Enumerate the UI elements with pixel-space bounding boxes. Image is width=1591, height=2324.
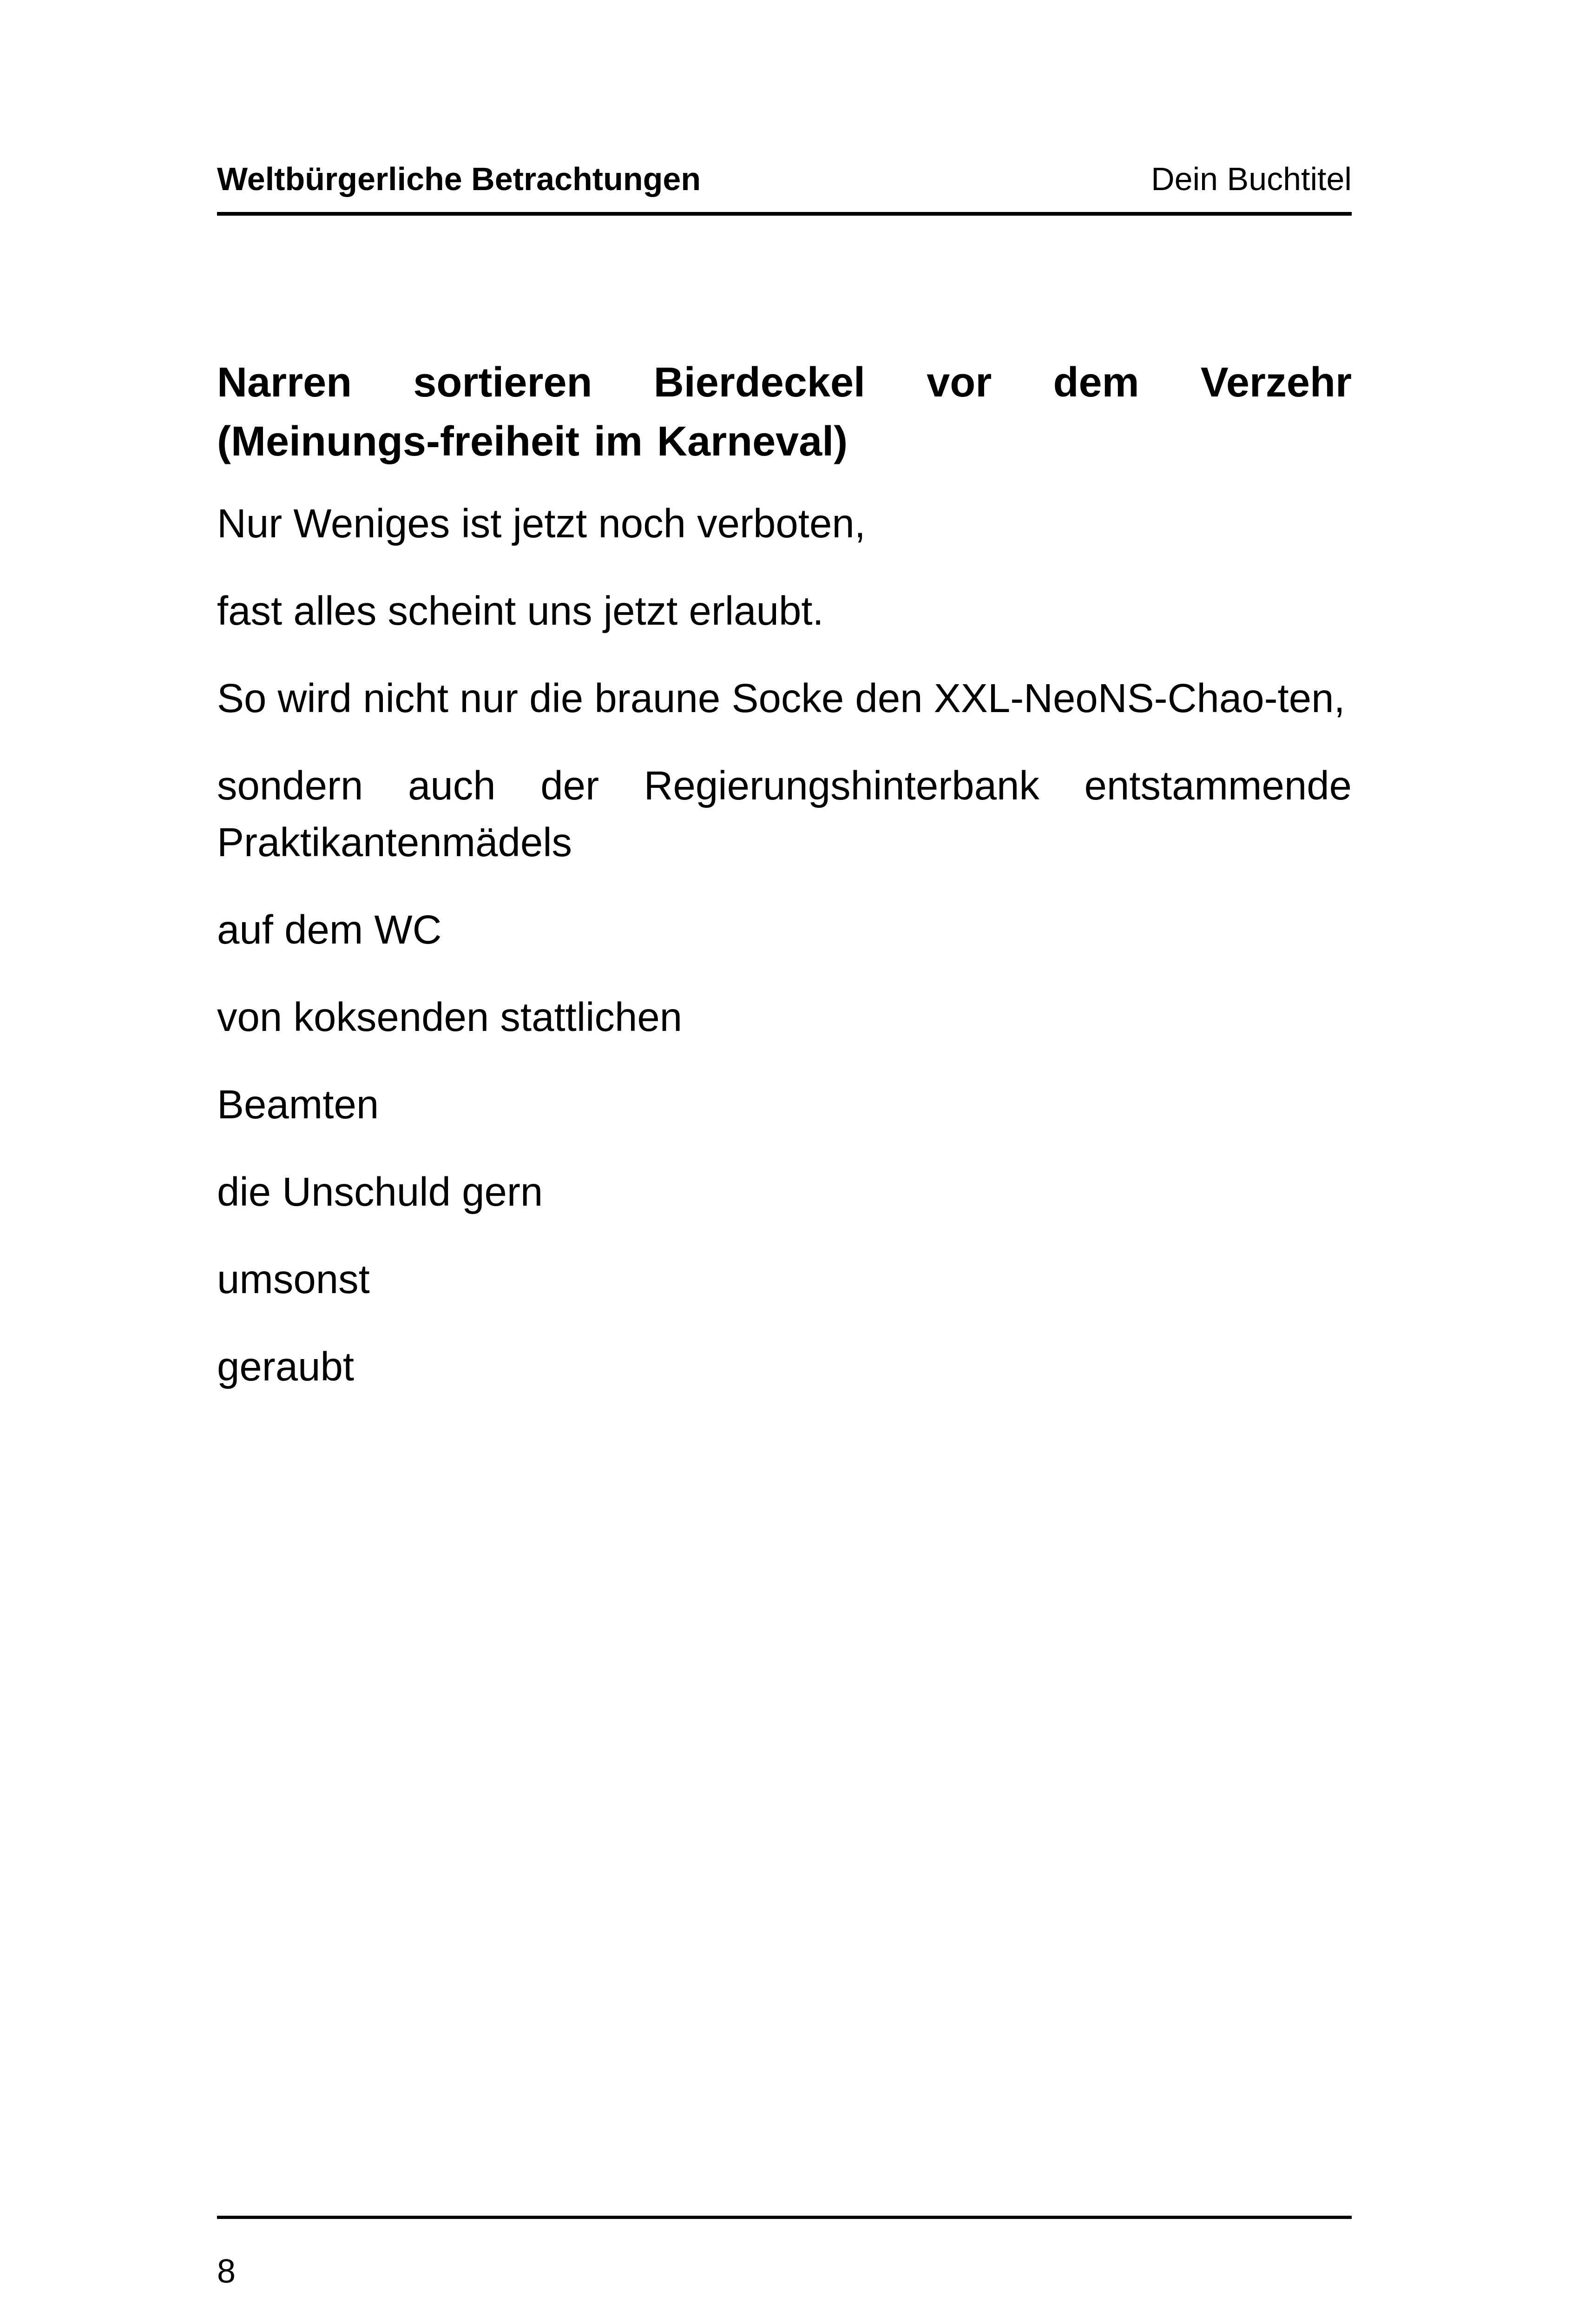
header-rule <box>217 212 1352 216</box>
poem-line: die Unschuld gern <box>217 1169 543 1215</box>
poem-line: geraubt <box>217 1344 355 1389</box>
poem-title: Narren sortieren Bierdeckel vor dem Verzehr (Meinungs-freiheit im Karneval) <box>217 359 1352 465</box>
running-header <box>217 160 1352 198</box>
poem-line: von koksenden stattlichen <box>217 995 683 1040</box>
page-number: 8 <box>217 2253 236 2290</box>
header-book-title: Dein Buchtitel <box>1151 161 1352 197</box>
poem-line: So wird nicht nur die braune Socke den XXL-NeoNS-Chao-ten, <box>217 676 1345 721</box>
poem-line: Beamten <box>217 1082 379 1127</box>
poem-line: Nur Weniges ist jetzt noch verboten, <box>217 501 866 546</box>
poem-line: fast alles scheint uns jetzt erlaubt. <box>217 588 824 634</box>
poem-line: sondern auch der Regierungshinterbank entstammende Praktikantenmädels <box>217 763 1352 865</box>
poem-line: auf dem WC <box>217 907 442 952</box>
poem <box>217 353 1352 1426</box>
poem-line: umsonst <box>217 1257 370 1302</box>
header-section-title: Weltbürgerliche Betrachtungen <box>217 161 701 197</box>
footer-rule <box>217 2216 1352 2219</box>
